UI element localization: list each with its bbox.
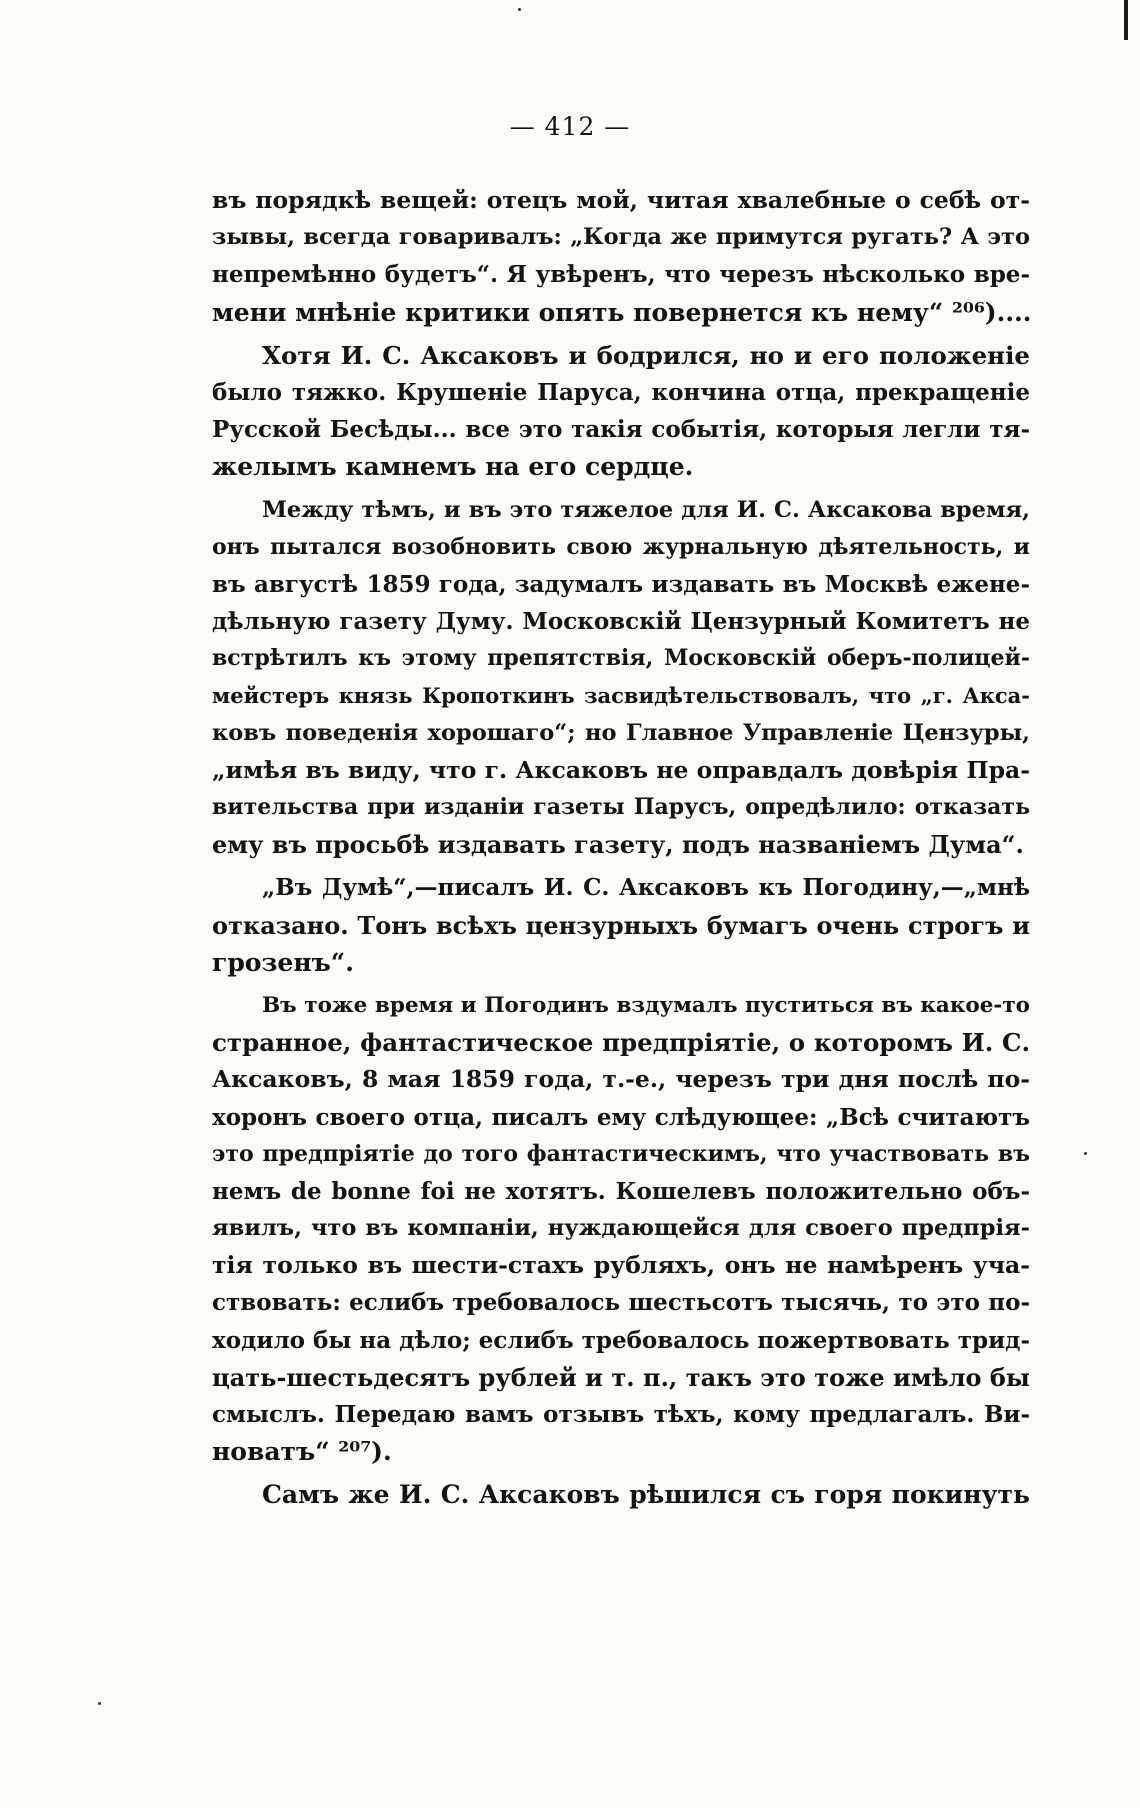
text-line: дѣльную газету Думу. Московскій Цензурный Комитетъ не [212, 608, 1030, 636]
text-line: „имѣя въ виду, что г. Аксаковъ не оправдалъ довѣрія Пра- [212, 755, 1030, 784]
text-line: Между тѣмъ, и въ это тяжелое для И. С. Аксакова время, [262, 496, 1030, 523]
text-line: мейстеръ князь Кропоткинъ засвидѣтельствовалъ, что „г. Акса- [212, 683, 1030, 709]
body-text [212, 182, 1030, 1514]
text-line: ствовать: еслибъ требовалось шестьсотъ тысячь, то это по- [212, 1289, 1030, 1317]
text-line: Аксаковъ, 8 мая 1859 года, т.-е., черезъ три дня послѣ по- [212, 1065, 1030, 1094]
text-line: въ августѣ 1859 года, задумалъ издавать въ Москвѣ еженe- [212, 570, 1030, 598]
text-line: Самъ же И. С. Аксаковъ рѣшился съ горя покинуть [262, 1480, 1030, 1510]
text-line: это предпріятіе до того фантастическимъ, что участвовать въ [212, 1140, 1030, 1167]
text-line: новатъ“ ²⁰⁷). [212, 1437, 392, 1467]
text-line: хоронъ своего отца, писалъ ему слѣдующее: „Всѣ считаютъ [212, 1103, 1030, 1131]
text-line: отказано. Тонъ всѣхъ цензурныхъ бумагъ очень строгъ и [212, 910, 1030, 940]
text-line: непремѣнно будетъ“. Я увѣренъ, что черезъ нѣсколько вре- [212, 261, 1030, 289]
text-line: Хотя И. С. Аксаковъ и бодрился, но и его положеніе [262, 340, 1030, 370]
scan-speck [1084, 1152, 1087, 1155]
page-number: — 412 — [509, 112, 631, 141]
scan-edge-mark [1124, 0, 1128, 40]
text-line: „Въ Думѣ“,—писалъ И. С. Аксаковъ къ Погодину,—„мнѣ [262, 874, 1030, 902]
text-line: ходило бы на дѣло; еслибъ требовалось пожертвовать трид- [212, 1326, 1031, 1354]
text-line: ковъ поведенія хорошаго“; но Главное Управленіе Цензуры, [212, 719, 1030, 746]
text-line: въ порядкѣ вещей: отецъ мой, читая хвалебные о себѣ от- [212, 186, 1030, 214]
text-line: зывы, всегда говаривалъ: „Когда же примутся ругать? А это [212, 224, 1030, 251]
text-line: ему въ просьбѣ издавать газету, подъ названіемъ Дума“. [212, 830, 1024, 860]
text-line: желымъ камнемъ на его сердце. [212, 452, 694, 482]
text-line: тія только въ шести-стахъ рубляхъ, онъ не намѣренъ уча- [212, 1251, 1030, 1280]
text-line: Въ тоже время и Погодинъ вздумалъ пуститься въ какое-то [262, 992, 1030, 1018]
text-line: Русской Бесѣды... все это такія событія, которыя легли тя- [212, 416, 1030, 444]
text-line: было тяжко. Крушеніе Паруса, кончина отца, прекращеніе [212, 378, 1030, 406]
text-line: цать-шестьдесятъ рублей и т. п., такъ это тоже имѣло бы [212, 1362, 1030, 1392]
text-line: явилъ, что въ компаніи, нуждающейся для своего предпрія- [212, 1215, 1030, 1242]
text-line: грозенъ“. [212, 947, 354, 977]
text-line: встрѣтилъ къ этому препятствія, Московскій оберъ-полицей- [212, 645, 1030, 672]
text-line: смыслъ. Передаю вамъ отзывъ тѣхъ, кому предлагалъ. Ви- [212, 1401, 1030, 1428]
text-line: странное, фантастическое предпріятіе, о которомъ И. С. [212, 1028, 1030, 1058]
text-line: вительства при изданіи газеты Парусъ, опредѣлило: отказать [212, 794, 1030, 820]
scan-speck [518, 8, 521, 11]
scan-speck [98, 1702, 101, 1705]
text-line: онъ пытался возобновить свою журнальную дѣятельность, и [212, 533, 1030, 560]
text-line: мени мнѣніе критики опять повернется къ нему“ ²⁰⁶).... [212, 297, 1032, 327]
text-line: немъ de bonne foi не хотятъ. Кошелевъ положительно объ- [212, 1177, 1030, 1205]
